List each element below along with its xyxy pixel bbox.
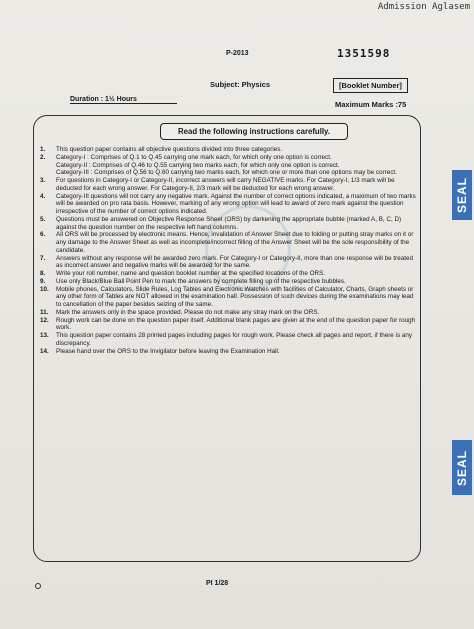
instructions-heading: Read the following instructions carefully. xyxy=(160,123,348,140)
booklet-number-label: [Booklet Number] xyxy=(333,78,408,93)
instruction-text: Answers without any response will be awarded zero mark. For Category-I or Category-II, more than one response will be treated as incorrect answer and negative marks will be awarded for the same. xyxy=(56,254,413,270)
instruction-text: Questions must be answered on Objective Response Sheet (ORS) by darkening the appropriate bubble (marked A, B, C, D) against the question number on the respective left hand columns. xyxy=(56,215,402,231)
instruction-text: Use only Black/Blue Ball Point Pen to mark the answers by complete filling up of the respective bubbles. xyxy=(56,277,346,285)
instruction-subtext: Category-II : Comprises of Q.46 to Q.55 carrying two marks each, for which only one option is correct. xyxy=(56,161,340,169)
instruction-item xyxy=(38,177,416,193)
instruction-text: This question paper contains 28 printed pages including pages for rough work. Please check all pages and report, if there is any discrepancy. xyxy=(56,332,412,347)
instruction-text: All ORS will be processed by electronic means. Hence, invalidation of Answer Sheet due to folding or putting stray marks on it or any damage to the Answer Sheet as well as incomplete/incorrect filling of the Answer Sheet will be the sole responsibility of the candidate. xyxy=(56,231,414,254)
instruction-number: 2. xyxy=(40,153,46,161)
instruction-item xyxy=(38,317,416,333)
instruction-text: Category-I : Comprises of Q.1 to Q.45 carrying one mark each, for which only one option is correct. xyxy=(56,153,332,161)
instruction-text: This question paper contains all objective questions divided into three categories. xyxy=(56,146,283,153)
instruction-item xyxy=(38,278,416,286)
instructions-list xyxy=(38,146,416,355)
instruction-number: 8. xyxy=(40,270,46,277)
instruction-number: 10. xyxy=(40,285,49,293)
instruction-subtext: Category-III : Comprises of Q.56 to Q.60 carrying two marks each, for which one or more than one options may be correct. xyxy=(56,169,397,177)
instruction-number: 3. xyxy=(40,177,46,184)
instruction-text: Please hand over the ORS to the Invigilator before leaving the Examination Hall. xyxy=(56,347,280,355)
instruction-item xyxy=(38,193,416,216)
instruction-item xyxy=(38,216,416,232)
instruction-text: Rough work can be done on the question paper itself. Additional blank pages are given at the end of the question paper for rough work. xyxy=(56,316,416,332)
subject-line: Subject: Physics xyxy=(210,80,271,89)
booklet-number: 1351598 xyxy=(337,47,391,60)
instruction-number: 11. xyxy=(40,308,49,316)
page-number: PI 1/28 xyxy=(206,580,229,587)
seal-label: SEAL xyxy=(455,176,470,214)
instruction-item xyxy=(38,286,416,309)
instruction-number: 7. xyxy=(40,254,46,262)
instruction-number: 13. xyxy=(40,332,49,339)
paper-code: P-2013 xyxy=(226,50,249,57)
seal-label: SEAL xyxy=(455,449,470,486)
instruction-number: 12. xyxy=(40,316,49,324)
instruction-item xyxy=(38,231,416,254)
instruction-number: 1. xyxy=(40,146,46,153)
instruction-text: Mobile phones, Calculators, Slide Rules, Log Tables and Electronic Watches with facilities of Calculator, Charts, Graph sheets or any other form of Tables are NOT allowed in the examination hall. Possession of such devices during the examinations may lead to cancellation of the paper besides seizing of the same. xyxy=(56,285,414,308)
instruction-text: For questions in Category-I or Category-II, incorrect answers will carry NEGATIVE marks. For Category-I, 1/3 mark will be deducted for each wrong answer. For Category-II, 2/3 mark will be deducted for each wrong answer. xyxy=(56,177,395,192)
instruction-item xyxy=(38,309,416,317)
seal-tab-bottom xyxy=(452,440,472,495)
instruction-number: 14. xyxy=(40,347,49,355)
instruction-item xyxy=(38,146,416,154)
seal-tab-top xyxy=(452,170,472,220)
instruction-text: Mark the answers only in the space provided. Please do not make any stray mark on the ORS. xyxy=(56,308,320,316)
instruction-number: 6. xyxy=(40,231,46,239)
instruction-item xyxy=(38,332,416,348)
instruction-number: 5. xyxy=(40,215,46,223)
duration: Duration : 1½ Hours xyxy=(70,96,177,104)
instruction-item xyxy=(38,348,416,356)
instruction-text: Write your roll number, name and question booklet number at the specified locations of the ORS. xyxy=(56,270,326,277)
instruction-item xyxy=(38,270,416,278)
instruction-text: Category-III questions will not carry any negative mark. Against the number of correct options indicated, a maximum of two marks will be awarded on pro rata basis. However, marking of any wrong option will lead to award of zero mark against the question irrespective of the number of correct options indicated. xyxy=(56,192,416,215)
watermark-text: Admission Aglasem xyxy=(377,2,470,12)
punch-hole-icon xyxy=(35,583,41,589)
maximum-marks: Maximum Marks :75 xyxy=(335,100,407,109)
instruction-number: 4. xyxy=(40,192,46,200)
instruction-item xyxy=(38,255,416,271)
instruction-number: 9. xyxy=(40,277,46,285)
instruction-item xyxy=(38,154,416,177)
